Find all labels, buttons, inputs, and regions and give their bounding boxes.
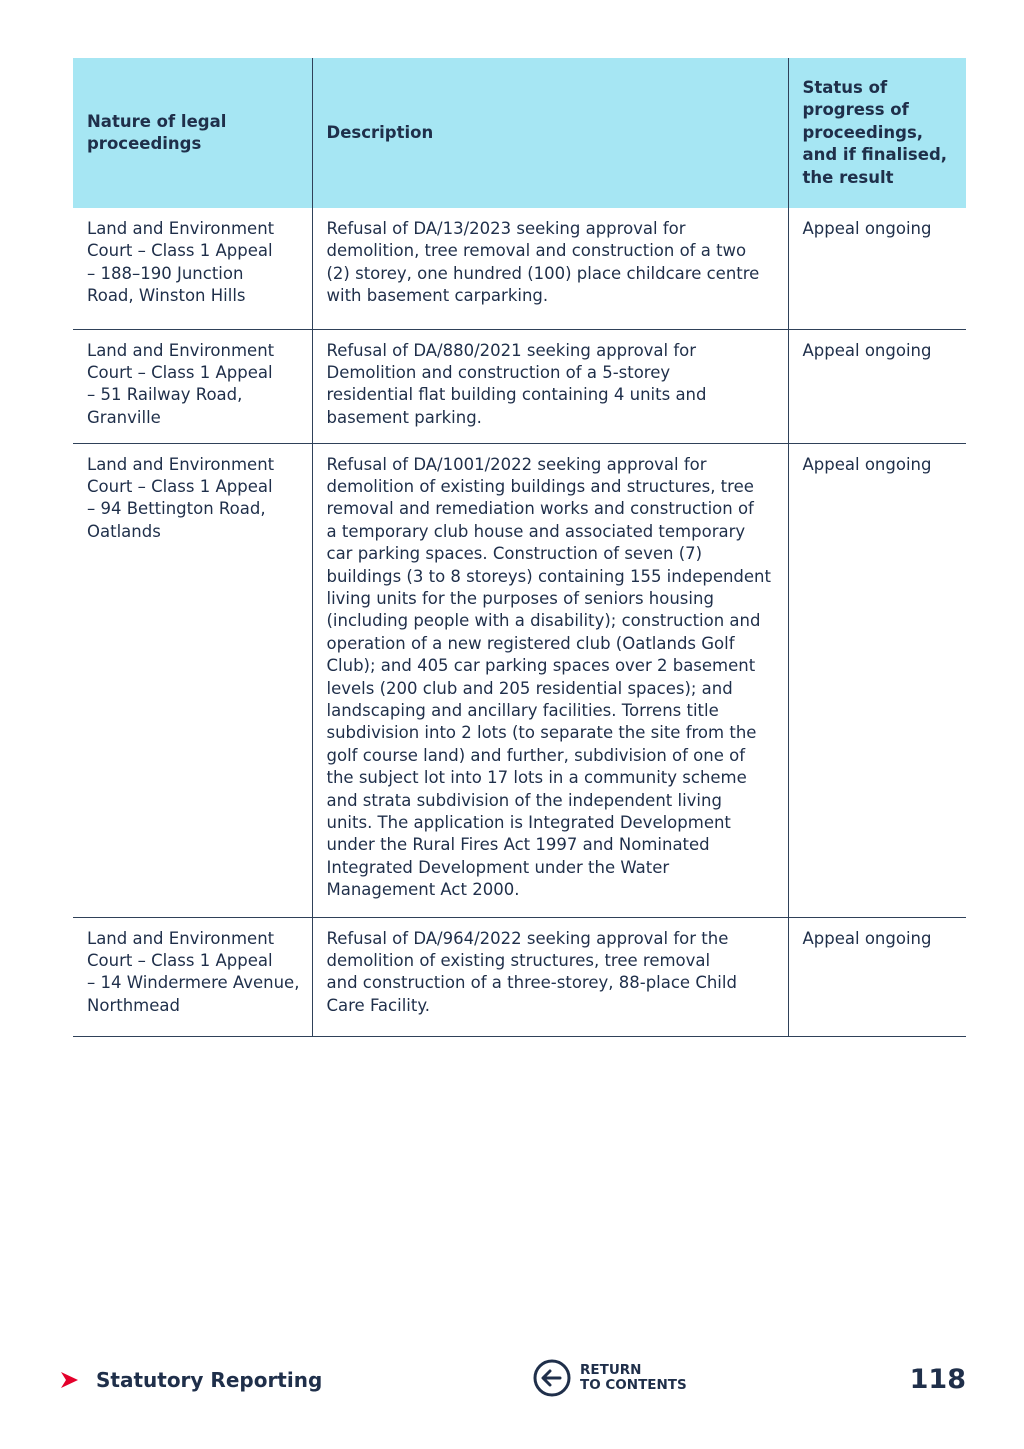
nature-line: Land and Environment (87, 340, 275, 360)
description-line: Demolition and construction of a 5-storey (326, 362, 671, 382)
description-line: Refusal of DA/880/2021 seeking approval for (326, 340, 697, 360)
cell-description (312, 208, 788, 329)
description-line: Management Act 2000. (326, 880, 520, 900)
nature-line: Court – Class 1 Appeal (87, 476, 273, 496)
nature-line: Court – Class 1 Appeal (87, 950, 273, 970)
legal-proceedings-table-wrapper (73, 58, 966, 1037)
nature-line: Land and Environment (87, 454, 275, 474)
table-row (73, 329, 966, 443)
cell-description (312, 917, 788, 1036)
header-status (788, 58, 966, 208)
description-line: a temporary club house and associated temporary (326, 521, 746, 541)
cell-status (788, 917, 966, 1036)
cell-nature (73, 443, 312, 917)
chevron-right-icon (58, 1370, 82, 1390)
description-line: Integrated Development under the Water (326, 857, 670, 877)
description-line: golf course land) and further, subdivision of one of (326, 745, 746, 765)
table-row (73, 917, 966, 1036)
page-number: 118 (909, 1364, 966, 1395)
nature-line: Court – Class 1 Appeal (87, 362, 273, 382)
return-to-contents-button[interactable] (532, 1358, 687, 1398)
header-nature-line: Nature of legal (87, 111, 227, 131)
description-line: subdivision into 2 lots (to separate the site from the (326, 723, 757, 743)
description-line: demolition of existing structures, tree removal (326, 950, 711, 970)
description-line: and strata subdivision of the independent living (326, 790, 722, 810)
description-line: residential flat building containing 4 units and (326, 385, 707, 405)
description-line: under the Rural Fires Act 1997 and Nominated (326, 835, 710, 855)
cell-description (312, 329, 788, 443)
description-line: Refusal of DA/1001/2022 seeking approval for (326, 454, 707, 474)
header-status-line: progress of (802, 100, 909, 120)
description-line: Club); and 405 car parking spaces over 2 basement (326, 656, 756, 676)
return-line-1: RETURN (580, 1362, 642, 1378)
header-description-line: Description (326, 122, 434, 142)
nature-line: Northmead (87, 995, 180, 1015)
legal-proceedings-table (73, 58, 966, 1037)
cell-nature (73, 208, 312, 329)
cell-status (788, 208, 966, 329)
description-line: basement parking. (326, 407, 482, 427)
nature-line: Court – Class 1 Appeal (87, 241, 273, 261)
cell-status (788, 329, 966, 443)
status-text: Appeal ongoing (802, 454, 932, 474)
header-nature-line: proceedings (87, 134, 202, 153)
status-text: Appeal ongoing (802, 928, 932, 948)
header-nature (73, 58, 312, 208)
nature-line: – 188–190 Junction (87, 263, 244, 283)
status-text: Appeal ongoing (802, 340, 932, 360)
page-footer (0, 1358, 1024, 1408)
section-link-statutory-reporting[interactable] (58, 1368, 322, 1392)
header-status-line: and if finalised, (802, 145, 948, 165)
table-body (73, 208, 966, 1036)
description-line: living units for the purposes of seniors housing (326, 588, 714, 608)
nature-line: – 14 Windermere Avenue, (87, 973, 300, 993)
cell-nature (73, 329, 312, 443)
description-line: demolition, tree removal and construction of a two (326, 241, 747, 261)
return-line-2: TO CONTENTS (580, 1377, 687, 1393)
nature-line: – 94 Bettington Road, (87, 499, 266, 519)
description-line: car parking spaces. Construction of seven (7) (326, 544, 703, 564)
section-label: Statutory Reporting (96, 1368, 323, 1392)
description-line: landscaping and ancillary facilities. Torrens title (326, 700, 719, 720)
status-text: Appeal ongoing (802, 219, 932, 238)
cell-description (312, 443, 788, 917)
description-line: Refusal of DA/13/2023 seeking approval for (326, 219, 686, 238)
header-description (312, 58, 788, 208)
nature-line: Road, Winston Hills (87, 286, 246, 306)
description-line: levels (200 club and 205 residential spaces); and (326, 678, 733, 698)
header-status-line: proceedings, (802, 122, 924, 142)
description-line: operation of a new registered club (Oatlands Golf (326, 633, 735, 653)
cell-status (788, 443, 966, 917)
description-line: units. The application is Integrated Development (326, 813, 731, 832)
arrow-left-circle-icon (532, 1358, 572, 1398)
description-line: (including people with a disability); construction and (326, 611, 761, 631)
description-line: Care Facility. (326, 995, 430, 1015)
cell-nature (73, 917, 312, 1036)
header-status-line: the result (802, 167, 894, 187)
description-line: buildings (3 to 8 storeys) containing 155 independent (326, 566, 771, 586)
description-line: (2) storey, one hundred (100) place childcare centre (326, 263, 760, 283)
description-line: demolition of existing buildings and structures, tree (326, 476, 754, 496)
nature-line: – 51 Railway Road, (87, 385, 243, 405)
description-line: and construction of a three-storey, 88-place Child (326, 973, 737, 993)
description-line: the subject lot into 17 lots in a community scheme (326, 768, 747, 788)
table-header (73, 58, 966, 208)
description-line: removal and remediation works and construction of (326, 499, 754, 519)
nature-line: Land and Environment (87, 219, 275, 238)
description-line: with basement carparking. (326, 286, 549, 306)
return-text (580, 1363, 687, 1393)
header-row (73, 58, 966, 208)
nature-line: Granville (87, 407, 161, 427)
nature-line: Land and Environment (87, 928, 275, 948)
header-status-line: Status of (802, 77, 888, 97)
table-row (73, 208, 966, 329)
description-line: Refusal of DA/964/2022 seeking approval for the (326, 928, 729, 948)
table-row (73, 443, 966, 917)
nature-line: Oatlands (87, 521, 161, 541)
